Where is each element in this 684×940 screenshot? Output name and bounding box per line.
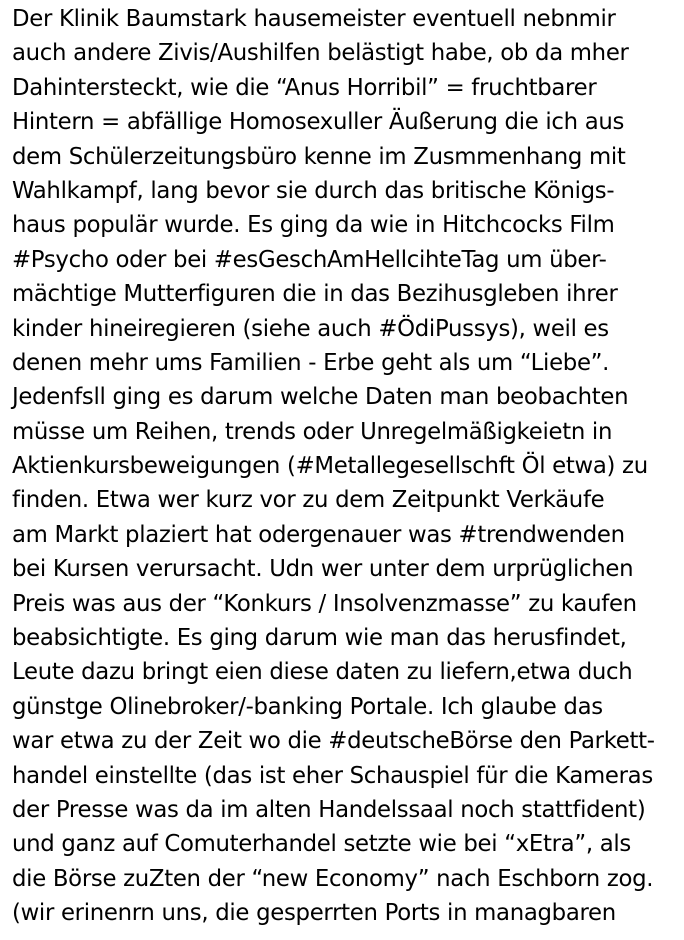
text-line: Leute dazu bringt eien diese daten zu liefern,etwa duch xyxy=(12,659,633,686)
body-text xyxy=(12,2,684,931)
text-line: haus populär wurde. Es ging da wie in Hitchcocks Film xyxy=(12,212,615,239)
text-line: Aktienkursbeweigungen (#Metallegesellschft Öl etwa) zu xyxy=(12,453,648,480)
text-line: Hintern = abfällige Homosexuller Äußerung die ich aus xyxy=(12,109,625,136)
text-line: mächtige Mutterfiguren die in das Bezihusgleben ihrer xyxy=(12,281,618,308)
text-line: günstge Olinebroker/-banking Portale. Ich glaube das xyxy=(12,693,603,720)
text-line: bei Kursen verursacht. Udn wer unter dem urprüglichen xyxy=(12,556,634,583)
text-line: dem Schülerzeitungsbüro kenne im Zusmmenhang mit xyxy=(12,143,626,170)
text-line: auch andere Zivis/Aushilfen belästigt habe, ob da mher xyxy=(12,40,629,67)
text-line: die Börse zuZten der “new Economy” nach Eschborn zog. xyxy=(12,865,654,892)
text-line: müsse um Reihen, trends oder Unregelmäßigkeietn in xyxy=(12,418,613,445)
text-line: #Psycho oder bei #esGeschAmHellcihteTag um über- xyxy=(12,246,607,273)
text-line: und ganz auf Comuterhandel setzte wie bei “xEtra”, als xyxy=(12,831,631,858)
text-line: kinder hineiregieren (siehe auch #ÖdiPussys), weil es xyxy=(12,315,609,342)
text-line: war etwa zu der Zeit wo die #deutscheBörse den Parkett- xyxy=(12,728,655,755)
text-line: Jedenfsll ging es darum welche Daten man beobachten xyxy=(12,384,629,411)
text-line: handel einstellte (das ist eher Schauspiel für die Kameras xyxy=(12,762,653,789)
text-line: der Presse was da im alten Handelssaal noch stattfident) xyxy=(12,796,646,823)
text-line: am Markt plaziert hat odergenauer was #trendwenden xyxy=(12,521,625,548)
text-line: finden. Etwa wer kurz vor zu dem Zeitpunkt Verkäufe xyxy=(12,487,605,514)
text-line: beabsichtigte. Es ging darum wie man das herusfindet, xyxy=(12,625,627,652)
text-line: Der Klinik Baumstark hausemeister eventuell nebnmir xyxy=(12,6,616,32)
text-line: Preis was aus der “Konkurs / Insolvenzmasse” zu kaufen xyxy=(12,590,637,617)
text-line: Dahintersteckt, wie die “Anus Horribil” = fruchtbarer xyxy=(12,74,597,101)
text-line: denen mehr ums Familien - Erbe geht als um “Liebe”. xyxy=(12,349,610,376)
text-line: (wir erinenrn uns, die gesperrten Ports in managbaren xyxy=(12,900,616,927)
text-line: Wahlkampf, lang bevor sie durch das britische Königs- xyxy=(12,177,615,204)
